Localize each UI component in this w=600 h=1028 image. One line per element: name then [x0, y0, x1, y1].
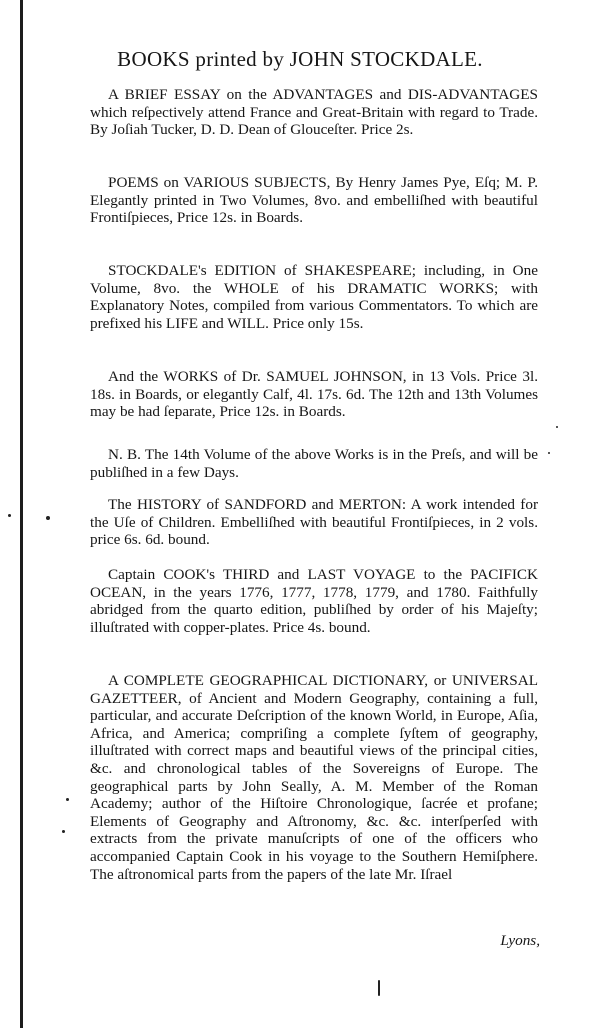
- entry-shakespeare: STOCKDALE's EDITION of SHAKESPEARE; including, in One Volume, 8vo. the WHOLE of his DRAMATIC WORKS; with Explanatory Notes, compiled from various Commentators. To which are prefixed his LIFE and WILL. Price only 15s.: [90, 262, 538, 332]
- entry-cook-voyage: Captain COOK's THIRD and LAST VOYAGE to the PACIFICK OCEAN, in the years 1776, 1777, 1778, 1779, and 1780. Faithfully abridged from the quarto edition, publiſhed by order of his Majeſty; illuſtrated with copper-plates. Price 4s. bound.: [90, 566, 538, 636]
- entry-brief-essay: A BRIEF ESSAY on the ADVANTAGES and DIS-ADVANTAGES which reſpectively attend France and Great-Britain with regard to Trade. By Joſiah Tucker, D. D. Dean of Glouceſter. Price 2s.: [90, 86, 538, 139]
- ink-speck: [46, 516, 50, 520]
- ink-speck: [8, 514, 11, 517]
- ink-speck: [556, 426, 558, 428]
- entry-johnson-works: And the WORKS of Dr. SAMUEL JOHNSON, in 13 Vols. Price 3l. 18s. in Boards, or elegantly Calf, 4l. 17s. 6d. The 12th and 13th Volumes may be had ſeparate, Price 12s. in Boards.: [90, 368, 538, 421]
- entry-nota-bene: N. B. The 14th Volume of the above Works is in the Preſs, and will be publiſhed in a few Days.: [90, 446, 538, 481]
- entry-sandford-merton: The HISTORY of SANDFORD and MERTON: A work intended for the Uſe of Children. Embelliſhed with beautiful Frontiſpieces, in 2 vols. price 6s. 6d. bound.: [90, 496, 538, 549]
- entry-poems: POEMS on VARIOUS SUBJECTS, By Henry James Pye, Eſq; M. P. Elegantly printed in Two Volumes, 8vo. and embelliſhed with beautiful Frontiſpieces, Price 12s. in Boards.: [90, 174, 538, 227]
- left-border-line: [20, 0, 23, 1028]
- entry-geographical-dictionary: A COMPLETE GEOGRAPHICAL DICTIONARY, or UNIVERSAL GAZETTEER, of Ancient and Modern Geography, containing a full, particular, and accurate Deſcription of the known World, in Europe, Aſia, Africa, and America; compriſing a complete ſyſtem of geography, illuſtrated with correct maps and beautiful views of the principal cities, &c. and chronological tables of the Sovereigns of Europe. The geographical parts by John Seally, A. M. Member of the Roman Academy; author of the Hiſtoire Chronologique, ſacrée et profane; Elements of Geography and Aſtronomy, &c. &c. interſperſed with extracts from the private manuſcripts of one of the officers who accompanied Captain Cook in his voyage to the Southern Hemiſphere. The aſtronomical parts from the papers of the late Mr. Iſrael: [90, 672, 538, 883]
- ink-speck: [62, 830, 65, 833]
- ink-speck: [66, 798, 69, 801]
- ink-mark: [378, 980, 380, 996]
- page-heading: BOOKS printed by JOHN STOCKDALE.: [117, 47, 483, 71]
- catchword: Lyons,: [500, 932, 540, 949]
- ink-speck: [548, 452, 550, 454]
